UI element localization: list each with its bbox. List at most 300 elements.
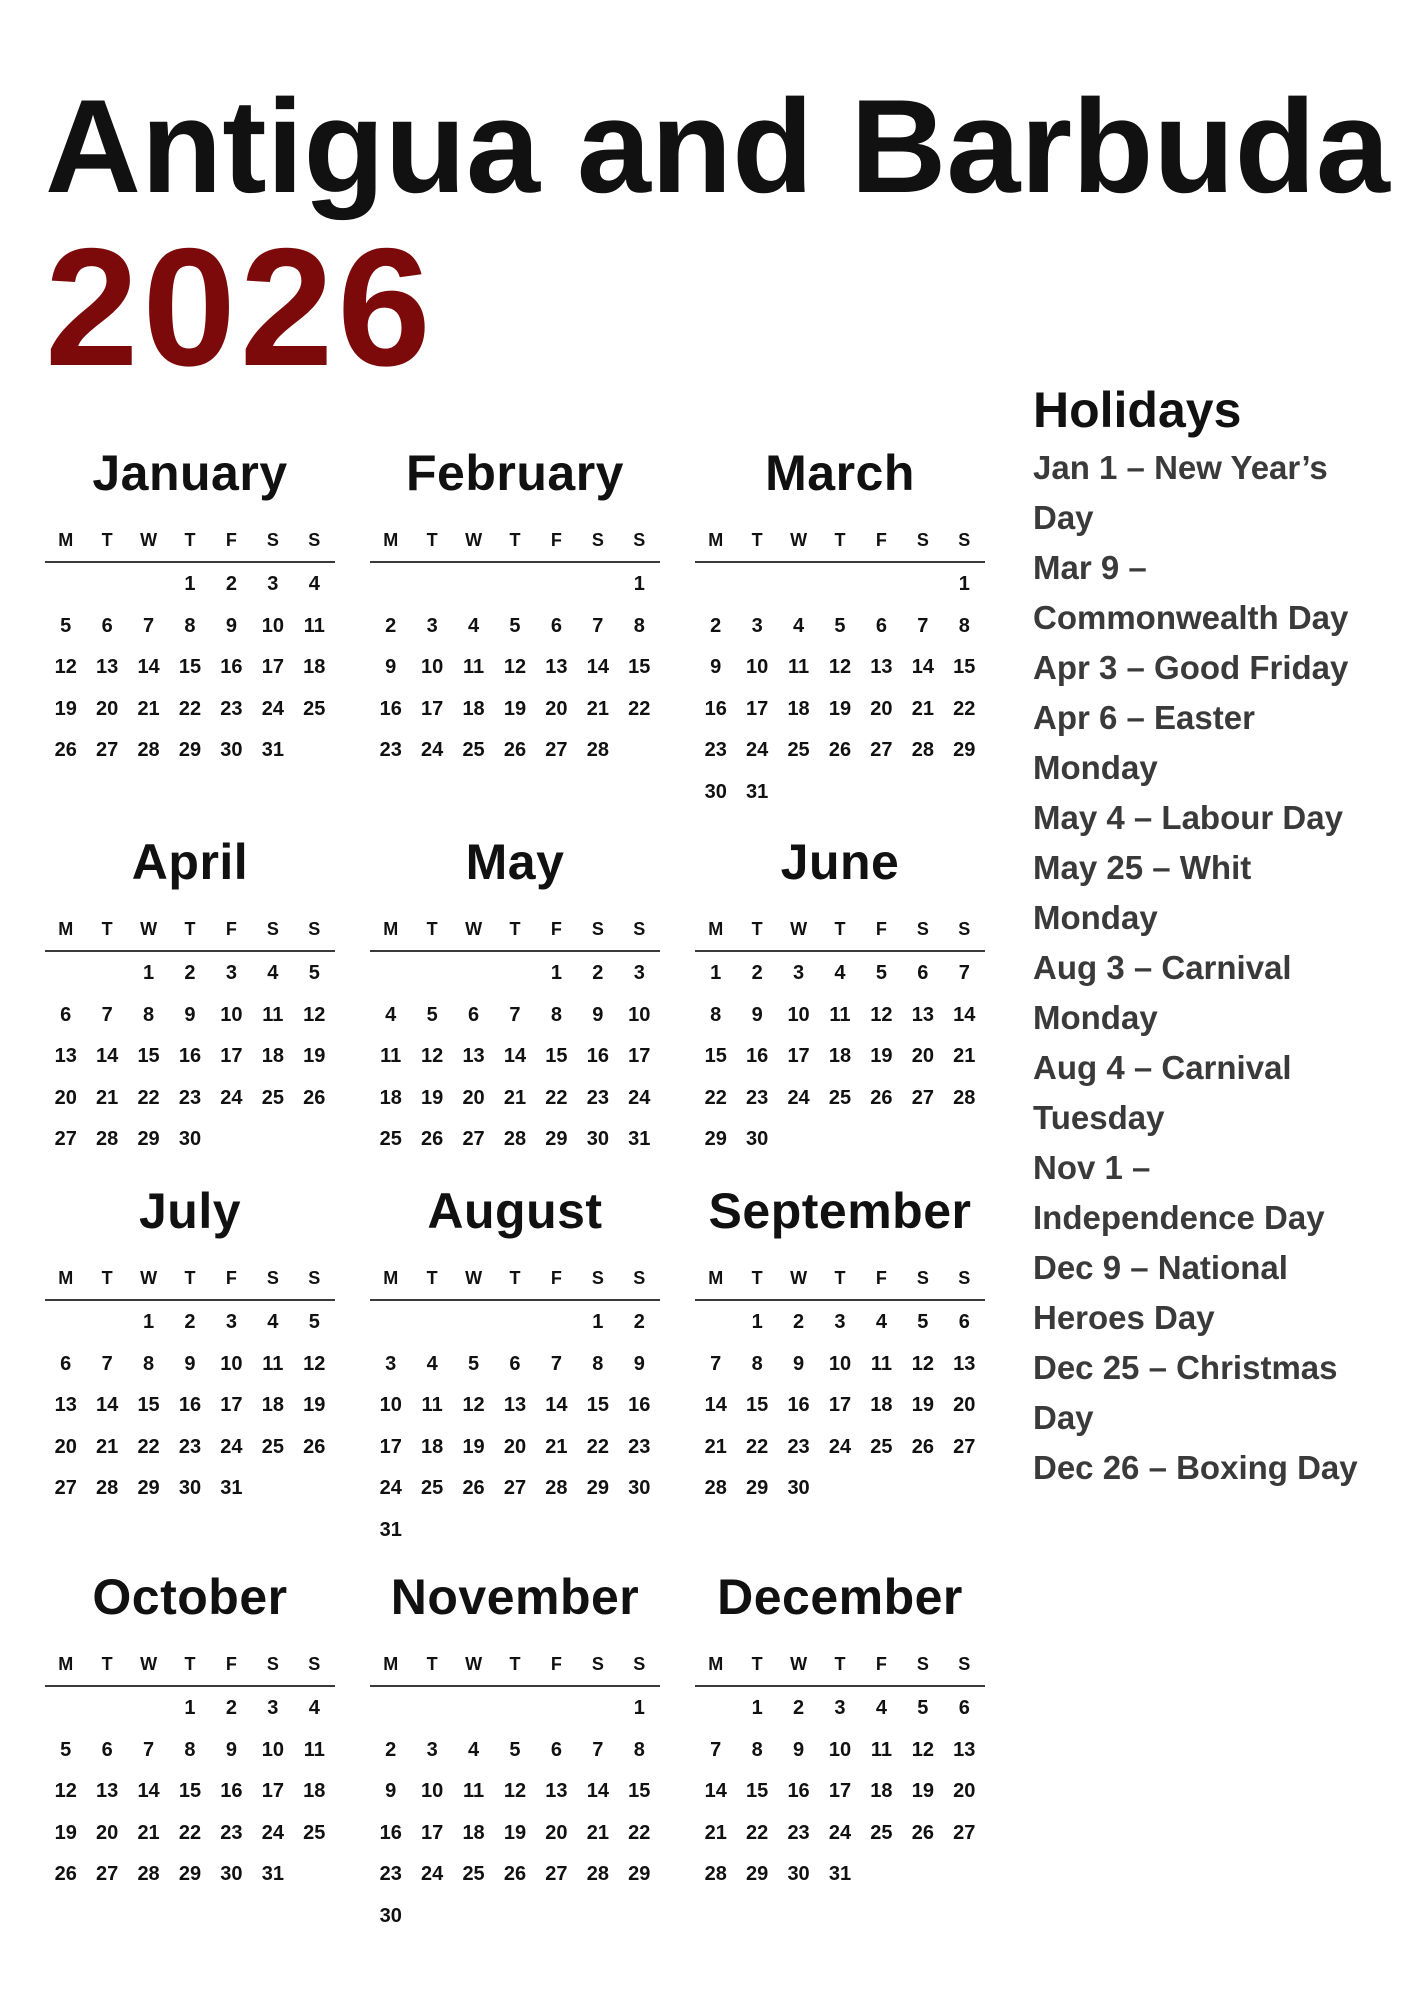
- week-row: [695, 1078, 985, 1120]
- day-cell: 6: [875, 614, 887, 637]
- day-cell: 22: [137, 1086, 160, 1109]
- day-cell: 23: [178, 1435, 202, 1458]
- day-cell: 24: [746, 739, 769, 761]
- day-cell: 19: [303, 1394, 326, 1416]
- day-cell: 9: [751, 1003, 763, 1026]
- day-cell: 22: [545, 1086, 568, 1109]
- day-cell: 27: [54, 1128, 77, 1150]
- day-cell: 30: [220, 739, 243, 761]
- day-cell: 29: [586, 1477, 609, 1499]
- day-cell: 16: [628, 1394, 651, 1416]
- day-cell: 14: [704, 1394, 727, 1416]
- day-cell: 22: [746, 1435, 769, 1458]
- day-cell: 15: [746, 1394, 769, 1416]
- day-cell: 2: [385, 614, 397, 637]
- month-divider: [370, 561, 660, 563]
- day-cell: 4: [834, 962, 846, 984]
- day-cell: 23: [704, 739, 727, 761]
- day-cell: 16: [379, 1821, 402, 1844]
- day-cell: 28: [586, 1863, 609, 1885]
- holiday-item: Aug 4 – Carnival Tuesday: [1033, 1049, 1292, 1136]
- day-cell: 13: [96, 656, 119, 678]
- day-cell: 22: [178, 697, 202, 720]
- day-cell: 25: [870, 1821, 893, 1844]
- weekday-label: F: [225, 530, 237, 550]
- holiday-item: Apr 6 – Easter Monday: [1033, 699, 1255, 786]
- day-cell: 5: [308, 962, 320, 984]
- day-cell: 16: [178, 1394, 202, 1416]
- day-cell: 25: [462, 1863, 485, 1885]
- week-row: [45, 1730, 335, 1772]
- weekday-label: F: [875, 919, 887, 939]
- day-cell: 1: [592, 1311, 604, 1333]
- day-cell: [128, 1688, 169, 1730]
- day-cell: 15: [137, 1045, 160, 1067]
- day-cell: 27: [54, 1477, 77, 1499]
- weekday-label: S: [591, 1654, 604, 1674]
- day-cell: 14: [96, 1394, 119, 1416]
- month-weeks: [370, 1688, 660, 1937]
- weekday-label: S: [633, 530, 646, 550]
- week-row: [695, 1344, 985, 1386]
- week-row: [695, 1813, 985, 1855]
- day-cell: 25: [261, 1435, 284, 1458]
- weekday-label: W: [140, 530, 158, 550]
- week-row: [695, 730, 985, 772]
- day-cell: 20: [96, 697, 119, 720]
- month-name: February: [406, 445, 624, 501]
- weekday-label: S: [266, 530, 279, 550]
- day-cell: 28: [586, 739, 609, 761]
- day-cell: 23: [628, 1435, 651, 1458]
- day-cell: 29: [178, 1863, 202, 1885]
- day-cell: 17: [787, 1045, 810, 1067]
- weekday-label: S: [633, 1654, 646, 1674]
- weekday-label: S: [266, 919, 279, 939]
- day-cell: 31: [261, 739, 284, 761]
- holiday-item: May 25 – Whit Monday: [1033, 849, 1252, 936]
- day-cell: 5: [875, 962, 887, 984]
- week-row: [370, 1771, 660, 1813]
- day-cell: 28: [545, 1477, 568, 1499]
- day-cell: 17: [220, 1394, 243, 1416]
- day-cell: 4: [308, 1697, 320, 1719]
- day-cell: 7: [509, 1003, 521, 1026]
- day-cell: 27: [545, 1863, 568, 1885]
- day-cell: 5: [468, 1352, 480, 1375]
- day-cell: 30: [787, 1477, 810, 1499]
- weekday-label: S: [633, 1268, 646, 1288]
- month-divider: [45, 561, 335, 563]
- day-cell: 1: [958, 573, 970, 595]
- day-cell: 22: [704, 1086, 727, 1109]
- holiday-item: Jan 1 – New Year’s Day: [1033, 449, 1328, 536]
- day-cell: [252, 1119, 293, 1161]
- day-cell: 25: [303, 697, 326, 720]
- weekday-label: S: [958, 530, 971, 550]
- day-cell: 1: [710, 962, 722, 984]
- day-cell: [211, 1119, 252, 1161]
- day-cell: 1: [751, 1697, 763, 1719]
- day-cell: 18: [462, 1821, 485, 1844]
- day-cell: [370, 1302, 411, 1344]
- day-cell: 12: [421, 1045, 444, 1067]
- weekday-label: M: [383, 919, 399, 939]
- day-cell: 20: [870, 697, 893, 720]
- weekday-label: T: [751, 530, 763, 550]
- day-cell: 12: [503, 656, 527, 678]
- day-cell: 24: [421, 739, 444, 761]
- day-cell: 15: [137, 1394, 160, 1416]
- day-cell: [536, 564, 577, 606]
- month-name: September: [708, 1183, 972, 1239]
- day-cell: [294, 1468, 335, 1510]
- day-cell: [577, 1510, 618, 1552]
- week-row: [45, 1771, 335, 1813]
- day-cell: 30: [704, 780, 727, 803]
- day-cell: 20: [96, 1821, 119, 1844]
- day-cell: 16: [379, 697, 402, 720]
- day-cell: [536, 1510, 577, 1552]
- day-cell: 14: [953, 1003, 976, 1026]
- day-cell: 18: [261, 1045, 284, 1067]
- week-row: [695, 1468, 985, 1510]
- day-cell: 12: [870, 1003, 893, 1026]
- day-cell: [45, 1688, 86, 1730]
- weekday-label: T: [101, 1654, 113, 1674]
- day-cell: 11: [303, 614, 325, 637]
- day-cell: 6: [917, 962, 929, 984]
- week-row: [370, 1427, 660, 1469]
- day-cell: 24: [628, 1086, 651, 1109]
- weekday-label: T: [834, 919, 846, 939]
- day-cell: 9: [592, 1003, 604, 1026]
- day-cell: [695, 1302, 736, 1344]
- weekday-label: S: [916, 1654, 929, 1674]
- weekday-label: M: [708, 1268, 724, 1288]
- weekday-label: M: [708, 530, 724, 550]
- day-cell: 9: [793, 1352, 805, 1375]
- day-cell: 6: [550, 614, 562, 637]
- day-cell: 7: [101, 1003, 113, 1026]
- month-divider: [695, 950, 985, 952]
- month-calendar: [370, 822, 660, 1222]
- weekday-label: S: [958, 919, 971, 939]
- day-cell: [411, 564, 452, 606]
- day-cell: 29: [628, 1863, 651, 1885]
- day-cell: 14: [545, 1394, 568, 1416]
- day-cell: 4: [308, 573, 320, 595]
- weekday-label: F: [550, 919, 562, 939]
- weekday-label: T: [184, 1268, 196, 1288]
- day-cell: 16: [787, 1394, 810, 1416]
- weekday-label: M: [58, 1268, 74, 1288]
- day-cell: 23: [178, 1086, 202, 1109]
- holiday-item: Nov 1 – Independence Day: [1033, 1149, 1325, 1236]
- month-divider: [695, 1299, 985, 1301]
- day-cell: 19: [828, 697, 852, 720]
- day-cell: 28: [137, 1863, 160, 1885]
- day-cell: [453, 564, 494, 606]
- day-cell: [411, 1302, 452, 1344]
- day-cell: 3: [834, 1697, 846, 1719]
- day-cell: 10: [261, 614, 284, 637]
- weekday-label: W: [465, 1268, 483, 1288]
- day-cell: 29: [746, 1863, 769, 1885]
- day-cell: 8: [143, 1003, 155, 1026]
- weekday-label: M: [708, 1654, 724, 1674]
- month-calendar: [370, 433, 660, 833]
- week-row: [695, 1119, 985, 1161]
- day-cell: 19: [911, 1780, 934, 1802]
- weekday-label: M: [708, 919, 724, 939]
- weekday-label: S: [591, 919, 604, 939]
- day-cell: 18: [787, 697, 810, 720]
- week-row: [695, 689, 985, 731]
- month-weeks: [695, 1302, 985, 1510]
- day-cell: [861, 1854, 902, 1896]
- day-cell: 28: [96, 1128, 119, 1150]
- weekday-label: T: [834, 1268, 846, 1288]
- day-cell: 21: [137, 697, 160, 720]
- day-cell: [695, 564, 736, 606]
- day-cell: 25: [787, 739, 810, 761]
- day-cell: 25: [421, 1477, 444, 1499]
- week-row: [45, 1078, 335, 1120]
- day-cell: 24: [787, 1086, 810, 1109]
- day-cell: 21: [96, 1086, 119, 1109]
- month-divider: [370, 1685, 660, 1687]
- weekday-label: W: [140, 919, 158, 939]
- day-cell: 4: [385, 1003, 397, 1026]
- week-row: [370, 995, 660, 1037]
- day-cell: [252, 1468, 293, 1510]
- week-row: [370, 1854, 660, 1896]
- day-cell: 8: [550, 1003, 562, 1026]
- day-cell: [944, 1468, 985, 1510]
- day-cell: 5: [917, 1311, 929, 1333]
- day-cell: 13: [911, 1003, 934, 1026]
- day-cell: [778, 772, 819, 814]
- day-cell: 10: [220, 1352, 243, 1375]
- day-cell: 20: [545, 697, 568, 720]
- day-cell: 10: [421, 1780, 444, 1802]
- holiday-item: Dec 9 – National Heroes Day: [1033, 1249, 1288, 1336]
- day-cell: 24: [261, 1821, 284, 1844]
- day-cell: 20: [54, 1435, 77, 1458]
- day-cell: 26: [303, 1435, 326, 1458]
- day-cell: [902, 564, 943, 606]
- day-cell: 12: [911, 1352, 934, 1375]
- weekday-header: [45, 914, 335, 944]
- day-cell: 3: [426, 1738, 438, 1761]
- weekday-label: S: [308, 530, 321, 550]
- day-cell: [494, 1896, 535, 1938]
- day-cell: 29: [137, 1477, 160, 1499]
- day-cell: [778, 564, 819, 606]
- day-cell: 8: [184, 614, 196, 637]
- month-calendar: [695, 433, 985, 833]
- month-name: August: [427, 1183, 603, 1239]
- weekday-label: T: [751, 1654, 763, 1674]
- day-cell: [577, 1688, 618, 1730]
- day-cell: 27: [96, 1863, 119, 1885]
- day-cell: 8: [958, 614, 970, 637]
- day-cell: [944, 1854, 985, 1896]
- week-row: [45, 647, 335, 689]
- day-cell: 23: [787, 1435, 810, 1458]
- day-cell: 29: [953, 739, 976, 761]
- day-cell: 8: [751, 1738, 763, 1761]
- day-cell: [494, 564, 535, 606]
- day-cell: 22: [953, 697, 976, 720]
- day-cell: [370, 1688, 411, 1730]
- day-cell: 14: [586, 1780, 609, 1802]
- month-name: November: [390, 1569, 640, 1625]
- weekday-label: T: [101, 919, 113, 939]
- day-cell: 3: [633, 962, 645, 984]
- day-cell: [619, 1510, 660, 1552]
- weekday-label: T: [184, 1654, 196, 1674]
- day-cell: [411, 1510, 452, 1552]
- day-cell: 8: [184, 1738, 196, 1761]
- day-cell: 29: [704, 1128, 727, 1150]
- day-cell: 22: [586, 1435, 609, 1458]
- day-cell: 25: [870, 1435, 893, 1458]
- day-cell: [819, 564, 860, 606]
- day-cell: 27: [911, 1086, 934, 1109]
- month-calendar: [695, 1557, 985, 1957]
- month-calendar: [45, 1171, 335, 1571]
- day-cell: 10: [787, 1003, 810, 1026]
- day-cell: [861, 1119, 902, 1161]
- weekday-label: W: [790, 530, 808, 550]
- month-divider: [370, 1299, 660, 1301]
- weekday-label: M: [383, 1654, 399, 1674]
- day-cell: 24: [828, 1821, 852, 1844]
- day-cell: 21: [586, 1821, 609, 1844]
- day-cell: 29: [545, 1128, 568, 1150]
- day-cell: 26: [462, 1477, 485, 1499]
- day-cell: 2: [751, 962, 763, 984]
- day-cell: 17: [828, 1394, 852, 1416]
- day-cell: 17: [261, 656, 284, 678]
- day-cell: [695, 1688, 736, 1730]
- day-cell: 2: [793, 1311, 805, 1333]
- day-cell: 6: [509, 1352, 521, 1375]
- day-cell: 2: [225, 1697, 237, 1719]
- weekday-label: W: [140, 1268, 158, 1288]
- week-row: [370, 1896, 660, 1938]
- day-cell: [536, 1896, 577, 1938]
- day-cell: 9: [385, 1780, 397, 1802]
- weekday-label: T: [834, 530, 846, 550]
- week-row: [695, 1688, 985, 1730]
- week-row: [45, 564, 335, 606]
- day-cell: 13: [953, 1352, 976, 1375]
- day-cell: 19: [54, 1821, 77, 1844]
- month-divider: [45, 1299, 335, 1301]
- weekday-label: W: [465, 530, 483, 550]
- day-cell: 9: [710, 656, 722, 678]
- month-calendar: [45, 822, 335, 1222]
- weekday-label: T: [426, 919, 438, 939]
- day-cell: [453, 953, 494, 995]
- day-cell: 26: [503, 739, 527, 761]
- day-cell: 2: [385, 1738, 397, 1761]
- day-cell: 9: [225, 614, 237, 637]
- day-cell: 6: [958, 1697, 970, 1719]
- day-cell: [411, 1688, 452, 1730]
- day-cell: [86, 1688, 127, 1730]
- day-cell: 30: [787, 1863, 810, 1885]
- day-cell: 17: [220, 1045, 243, 1067]
- weekday-label: W: [790, 1268, 808, 1288]
- day-cell: [453, 1510, 494, 1552]
- day-cell: 28: [911, 739, 934, 761]
- day-cell: 1: [550, 962, 562, 984]
- day-cell: 7: [143, 614, 155, 637]
- day-cell: 22: [746, 1821, 769, 1844]
- day-cell: [902, 772, 943, 814]
- day-cell: 6: [468, 1003, 480, 1026]
- day-cell: [86, 1302, 127, 1344]
- weekday-header: [695, 1649, 985, 1679]
- week-row: [45, 1036, 335, 1078]
- weekday-header: [45, 1263, 335, 1293]
- weekday-label: T: [426, 1654, 438, 1674]
- day-cell: 20: [953, 1780, 976, 1802]
- month-divider: [370, 950, 660, 952]
- day-cell: 28: [704, 1477, 727, 1499]
- day-cell: 2: [184, 962, 196, 984]
- day-cell: [861, 772, 902, 814]
- week-row: [45, 1302, 335, 1344]
- day-cell: 3: [225, 962, 237, 984]
- day-cell: 20: [911, 1045, 934, 1067]
- day-cell: 16: [704, 697, 727, 720]
- day-cell: 7: [592, 1738, 604, 1761]
- week-row: [695, 606, 985, 648]
- day-cell: 27: [953, 1435, 976, 1458]
- day-cell: 12: [503, 1780, 527, 1802]
- day-cell: 2: [710, 614, 722, 637]
- day-cell: 3: [793, 962, 805, 984]
- weekday-label: F: [875, 530, 887, 550]
- day-cell: 2: [793, 1697, 805, 1719]
- day-cell: 10: [421, 656, 444, 678]
- week-row: [695, 1385, 985, 1427]
- day-cell: 7: [710, 1738, 722, 1761]
- weekday-label: S: [308, 1654, 321, 1674]
- day-cell: 26: [54, 739, 77, 761]
- day-cell: [778, 1119, 819, 1161]
- holiday-item: Mar 9 – Commonwealth Day: [1033, 549, 1349, 636]
- month-weeks: [45, 1688, 335, 1896]
- month-divider: [45, 950, 335, 952]
- weekday-label: F: [225, 919, 237, 939]
- day-cell: [294, 1119, 335, 1161]
- day-cell: 27: [503, 1477, 527, 1499]
- day-cell: [819, 1468, 860, 1510]
- day-cell: 22: [628, 697, 651, 720]
- weekday-label: F: [225, 1268, 237, 1288]
- day-cell: [411, 953, 452, 995]
- week-row: [45, 1385, 335, 1427]
- day-cell: [453, 1896, 494, 1938]
- day-cell: [370, 564, 411, 606]
- month-name: March: [765, 445, 915, 501]
